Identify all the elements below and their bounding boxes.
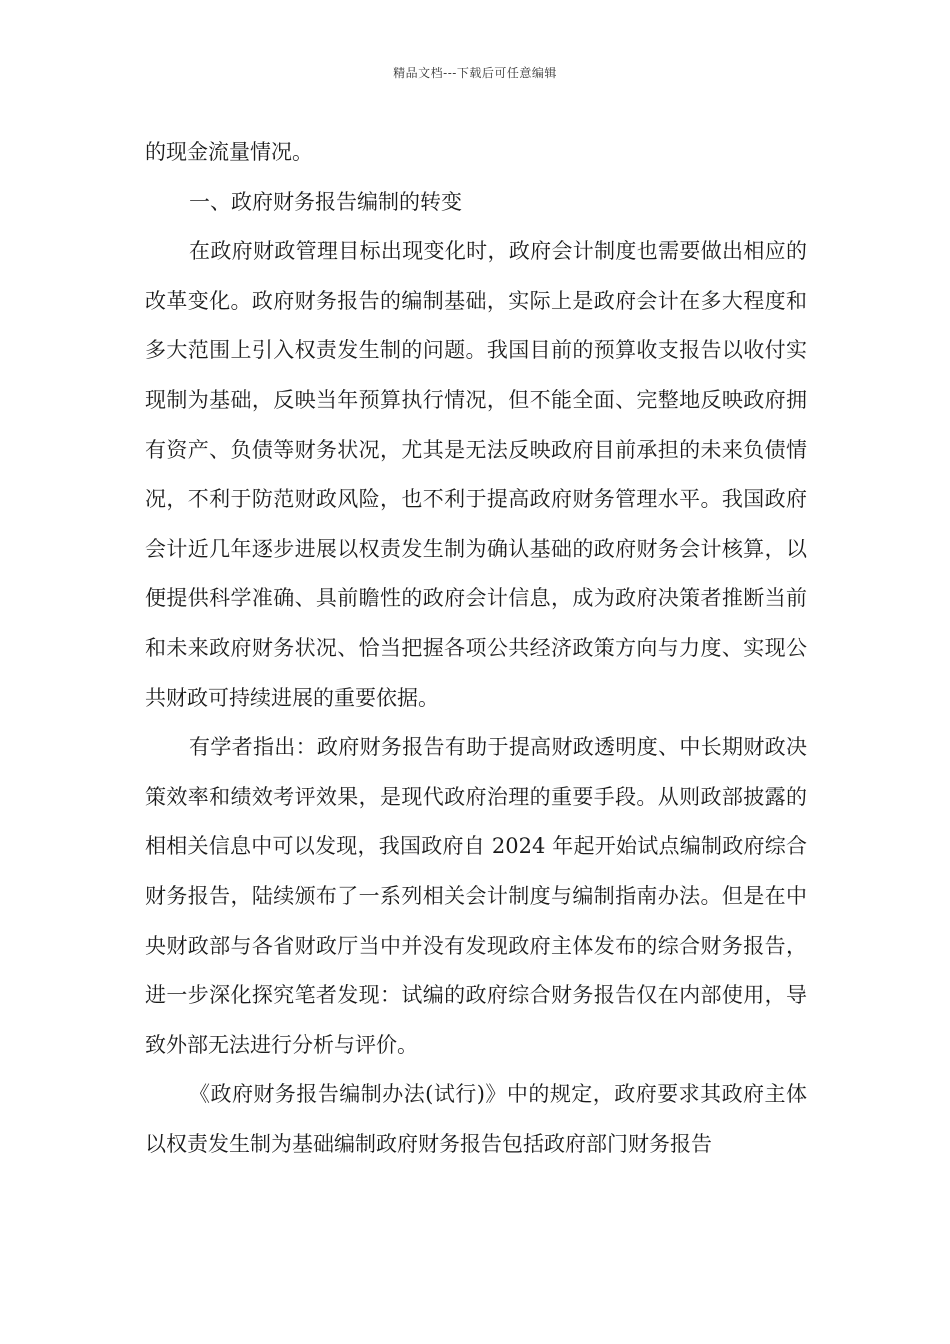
paragraph: 在政府财政管理目标出现变化时，政府会计制度也需要做出相应的改革变化。政府财务报告的编制基础，实际上是政府会计在多大程度和多大范围上引入权责发生制的问题。我国目前的预算收支报告以收付实现制为基础，反映当年预算执行情况，但不能全面、完整地反映政府拥有资产、负债等财务状况，尤其是无法反映政府目前承担的未来负债情况，不利于防范财政风险，也不利于提高政府财务管理水平。我国政府会计近几年逐步进展以权责发生制为确认基础的政府财务会计核算，以便提供科学准确、具前瞻性的政府会计信息，成为政府决策者推断当前和未来政府财务状况、恰当把握各项公共经济政策方向与力度、实现公共财政可持续进展的重要依据。 [145,239,807,710]
paragraph: 《政府财务报告编制办法(试行)》中的规定，政府要求其政府主体以权责发生制为基础编制政府财务报告包括政府部门财务报告 [145,1082,807,1156]
paragraph-continuation: 的现金流量情况。 [145,140,313,164]
page-header: 精品文档---下载后可任意编辑 [393,66,557,80]
document-body [145,128,807,1169]
section-heading: 一、政府财务报告编制的转变 [189,189,462,214]
paragraph: 有学者指出：政府财务报告有助于提高财政透明度、中长期财政决策效率和绩效考评效果，是现代政府治理的重要手段。从则政部披露的相相关信息中可以发现，我国政府自 2024 年起开始试点编制政府综合财务报告，陆续颁布了一系列相关会计制度与编制指南办法。但是在中央财政部与各省财政厅当中并没有发现政府主体发布的综合财务报告，进一步深化探究笔者发现：试编的政府综合财务报告仅在内部使用，导致外部无法进行分析与评价。 [145,735,807,1057]
